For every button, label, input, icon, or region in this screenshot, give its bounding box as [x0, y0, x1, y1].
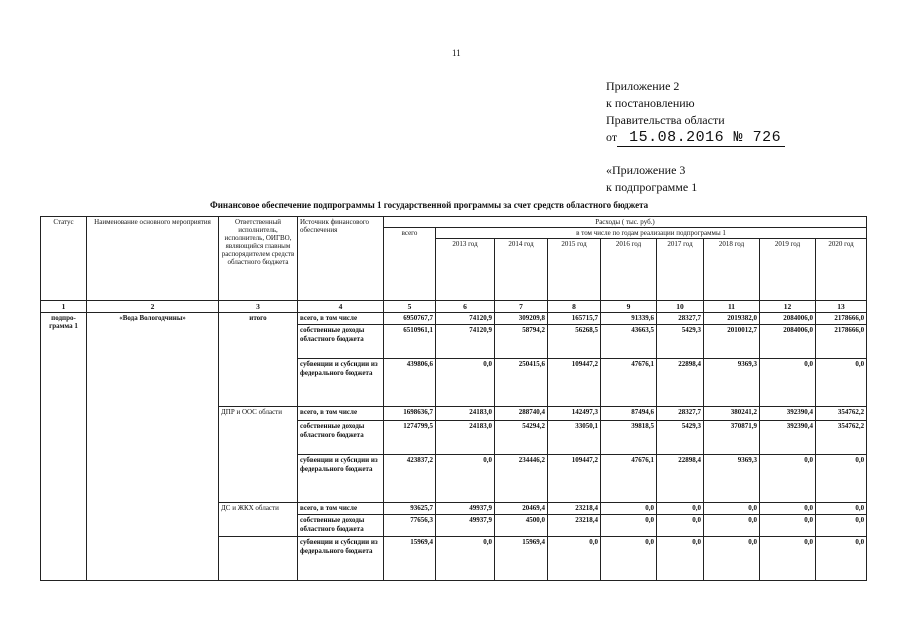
appendix-line-1: Приложение 2 — [606, 79, 680, 93]
value-cell: 0,0 — [760, 503, 816, 515]
value-cell: 2084006,0 — [760, 325, 816, 359]
value-cell: 0,0 — [548, 537, 601, 581]
value-cell: 0,0 — [816, 537, 867, 581]
col-number: 10 — [657, 301, 704, 313]
value-cell: 370871,9 — [704, 421, 760, 455]
col-number: 4 — [298, 301, 384, 313]
value-cell: 309209,8 — [495, 313, 548, 325]
header-year: 2020 год — [816, 239, 867, 301]
value-cell: 5429,3 — [657, 421, 704, 455]
value-cell: 0,0 — [760, 515, 816, 537]
value-cell: 91339,6 — [601, 313, 657, 325]
source-cell: всего, в том числе — [298, 503, 384, 515]
header-year: 2015 год — [548, 239, 601, 301]
value-cell: 2084006,0 — [760, 313, 816, 325]
header-year: 2014 год — [495, 239, 548, 301]
finance-table — [40, 216, 867, 581]
value-cell: 6510961,1 — [384, 325, 436, 359]
value-cell: 0,0 — [816, 359, 867, 407]
value-cell: 2178666,0 — [816, 313, 867, 325]
document-title: Финансовое обеспечение подпрограммы 1 государственной программы за счет средств областного бюджета — [210, 200, 649, 210]
table-row — [41, 313, 867, 325]
source-cell: собственные доходы областного бюджета — [298, 515, 384, 537]
header-status: Статус — [41, 217, 87, 301]
col-number: 8 — [548, 301, 601, 313]
page-number: 11 — [452, 48, 461, 58]
col-number: 3 — [219, 301, 298, 313]
value-cell: 2019382,0 — [704, 313, 760, 325]
value-cell: 74120,9 — [436, 313, 495, 325]
value-cell: 392390,4 — [760, 421, 816, 455]
col-number: 13 — [816, 301, 867, 313]
value-cell: 49937,9 — [436, 503, 495, 515]
col-number: 5 — [384, 301, 436, 313]
inner-appendix-line-2: к подпрограмме 1 — [606, 180, 698, 194]
value-cell: 6950767,7 — [384, 313, 436, 325]
value-cell: 354762,2 — [816, 421, 867, 455]
value-cell: 0,0 — [601, 537, 657, 581]
decree-date-number: 15.08.2016 № 726 — [617, 129, 785, 147]
value-cell: 4500,0 — [495, 515, 548, 537]
value-cell: 24183,0 — [436, 421, 495, 455]
measure-cell: «Вода Вологодчины» — [87, 313, 219, 581]
value-cell: 439806,6 — [384, 359, 436, 407]
appendix-date-line — [606, 129, 785, 146]
value-cell: 0,0 — [657, 515, 704, 537]
value-cell: 0,0 — [436, 537, 495, 581]
value-cell: 49937,9 — [436, 515, 495, 537]
executor-cell: итого — [219, 313, 298, 407]
value-cell: 0,0 — [657, 537, 704, 581]
value-cell: 380241,2 — [704, 407, 760, 421]
value-cell: 23218,4 — [548, 515, 601, 537]
value-cell: 74120,9 — [436, 325, 495, 359]
value-cell: 28327,7 — [657, 313, 704, 325]
col-number: 6 — [436, 301, 495, 313]
value-cell: 0,0 — [657, 503, 704, 515]
value-cell: 58794,2 — [495, 325, 548, 359]
value-cell: 20469,4 — [495, 503, 548, 515]
value-cell: 0,0 — [704, 537, 760, 581]
value-cell: 9369,3 — [704, 455, 760, 503]
value-cell: 0,0 — [816, 515, 867, 537]
column-number-row — [41, 301, 867, 313]
col-number: 11 — [704, 301, 760, 313]
source-cell: субвенции и субсидии из федерального бюджета — [298, 455, 384, 503]
status-cell: подпро-грамма 1 — [41, 313, 87, 581]
value-cell: 9369,3 — [704, 359, 760, 407]
value-cell: 423837,2 — [384, 455, 436, 503]
header-year: 2019 год — [760, 239, 816, 301]
value-cell: 54294,2 — [495, 421, 548, 455]
value-cell: 47676,1 — [601, 455, 657, 503]
appendix-line-3: Правительства области — [606, 113, 725, 127]
value-cell: 0,0 — [760, 455, 816, 503]
value-cell: 77656,3 — [384, 515, 436, 537]
value-cell: 28327,7 — [657, 407, 704, 421]
inner-appendix-line-1: «Приложение 3 — [606, 163, 686, 177]
value-cell: 250415,6 — [495, 359, 548, 407]
value-cell: 22898,4 — [657, 455, 704, 503]
value-cell: 0,0 — [704, 515, 760, 537]
col-number: 9 — [601, 301, 657, 313]
value-cell: 2010012,7 — [704, 325, 760, 359]
header-expenses: Расходы ( тыс. руб.) — [384, 217, 867, 228]
value-cell: 33050,1 — [548, 421, 601, 455]
header-year: 2016 год — [601, 239, 657, 301]
value-cell: 2178666,0 — [816, 325, 867, 359]
date-prefix: от — [606, 130, 618, 144]
header-by-years: в том числе по годам реализации подпрограммы 1 — [436, 228, 867, 239]
header-year: 2017 год — [657, 239, 704, 301]
header-year: 2013 год — [436, 239, 495, 301]
value-cell: 165715,7 — [548, 313, 601, 325]
col-number: 1 — [41, 301, 87, 313]
source-cell: всего, в том числе — [298, 313, 384, 325]
value-cell: 47676,1 — [601, 359, 657, 407]
value-cell: 24183,0 — [436, 407, 495, 421]
executor-cell: ДПР и ООС области — [219, 407, 298, 503]
header-source: Источник финансового обеспечения — [298, 217, 384, 301]
source-cell: субвенции и субсидии из федерального бюджета — [298, 359, 384, 407]
header-year: 2018 год — [704, 239, 760, 301]
value-cell: 1274799,5 — [384, 421, 436, 455]
value-cell: 109447,2 — [548, 455, 601, 503]
value-cell: 0,0 — [760, 359, 816, 407]
value-cell: 0,0 — [704, 503, 760, 515]
inner-appendix-block — [606, 162, 697, 196]
col-number: 7 — [495, 301, 548, 313]
value-cell: 109447,2 — [548, 359, 601, 407]
value-cell: 0,0 — [601, 503, 657, 515]
value-cell: 142497,3 — [548, 407, 601, 421]
value-cell: 234446,2 — [495, 455, 548, 503]
source-cell: субвенции и субсидии из федерального бюджета — [298, 537, 384, 581]
value-cell: 39818,5 — [601, 421, 657, 455]
executor-cell: ДС и ЖКХ области — [219, 503, 298, 537]
value-cell: 0,0 — [436, 359, 495, 407]
value-cell: 392390,4 — [760, 407, 816, 421]
value-cell: 288740,4 — [495, 407, 548, 421]
header-row-1 — [41, 217, 867, 228]
value-cell: 0,0 — [760, 537, 816, 581]
value-cell: 43663,5 — [601, 325, 657, 359]
appendix-line-2: к постановлению — [606, 96, 695, 110]
executor-cell-empty — [219, 537, 298, 581]
value-cell: 0,0 — [601, 515, 657, 537]
header-measure: Наименование основного мероприятия — [87, 217, 219, 301]
value-cell: 93625,7 — [384, 503, 436, 515]
appendix-block — [606, 78, 785, 146]
value-cell: 1698636,7 — [384, 407, 436, 421]
source-cell: собственные доходы областного бюджета — [298, 421, 384, 455]
value-cell: 15969,4 — [495, 537, 548, 581]
source-cell: собственные доходы областного бюджета — [298, 325, 384, 359]
value-cell: 23218,4 — [548, 503, 601, 515]
header-executor: Ответственный исполнитель, исполнитель, ОИГВО, являющийся главным распорядителем средств областного бюджета — [219, 217, 298, 301]
col-number: 12 — [760, 301, 816, 313]
value-cell: 0,0 — [816, 503, 867, 515]
header-total: всего — [384, 228, 436, 301]
value-cell: 5429,3 — [657, 325, 704, 359]
value-cell: 0,0 — [436, 455, 495, 503]
value-cell: 87494,6 — [601, 407, 657, 421]
value-cell: 0,0 — [816, 455, 867, 503]
value-cell: 22898,4 — [657, 359, 704, 407]
col-number: 2 — [87, 301, 219, 313]
value-cell: 15969,4 — [384, 537, 436, 581]
source-cell: всего, в том числе — [298, 407, 384, 421]
value-cell: 56268,5 — [548, 325, 601, 359]
value-cell: 354762,2 — [816, 407, 867, 421]
